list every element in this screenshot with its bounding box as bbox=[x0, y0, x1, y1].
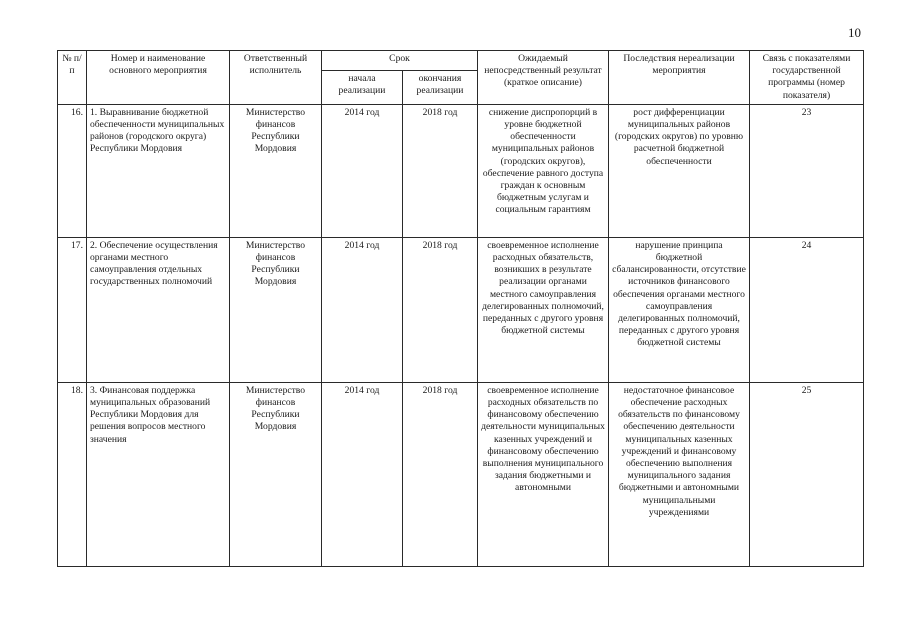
row-executor: Министерство финансов Республики Мордовия bbox=[230, 237, 322, 382]
row-event: 3. Финансовая поддержка муниципальных образований Республики Мордовия для решения вопросов местного значения bbox=[87, 382, 230, 566]
header-term: Срок bbox=[322, 51, 478, 71]
row-link: 24 bbox=[750, 237, 864, 382]
row-start: 2014 год bbox=[322, 382, 403, 566]
row-num: 18. bbox=[58, 382, 87, 566]
table-row bbox=[58, 382, 864, 566]
row-event: 2. Обеспечение осуществления органами местного самоуправления отдельных государственных полномочий bbox=[87, 237, 230, 382]
header-term-start: начала реализации bbox=[322, 70, 403, 104]
row-end: 2018 год bbox=[403, 382, 478, 566]
page-number: 10 bbox=[848, 25, 861, 40]
header-term-end: окончания реализации bbox=[403, 70, 478, 104]
row-start: 2014 год bbox=[322, 104, 403, 237]
row-executor: Министерство финансов Республики Мордовия bbox=[230, 104, 322, 237]
row-result: снижение диспропорций в уровне бюджетной обеспеченности муниципальных районов (городских округов), обеспечение равного доступа граждан к основным бюджетным услугам и социальным гарантиям bbox=[478, 104, 609, 237]
row-consequences: недостаточное финансовое обеспечение расходных обязательств по финансовому обеспечению деятельности муниципальных казенных учреждений и финансовому обеспечению выполнения муниципального задания бюджетными и автономными муниципальными учреждениями bbox=[609, 382, 750, 566]
activities-table bbox=[57, 50, 864, 567]
row-consequences: нарушение принципа бюджетной сбалансированности, отсутствие источников финансового обеспечения органами местного самоуправления делегированных полномочий, переданных с другого уровня бюджетной системы bbox=[609, 237, 750, 382]
header-consequences: Последствия нереализации мероприятия bbox=[609, 51, 750, 105]
header-num: № п/п bbox=[58, 51, 87, 105]
row-consequences: рост дифференциации муниципальных районов (городских округов) по уровню расчетной бюджетной обеспеченности bbox=[609, 104, 750, 237]
row-executor: Министерство финансов Республики Мордовия bbox=[230, 382, 322, 566]
table-row bbox=[58, 237, 864, 382]
row-link: 23 bbox=[750, 104, 864, 237]
row-end: 2018 год bbox=[403, 237, 478, 382]
row-link: 25 bbox=[750, 382, 864, 566]
row-end: 2018 год bbox=[403, 104, 478, 237]
row-result: своевременное исполнение расходных обязательств, возникших в результате реализации органами местного самоуправления делегированных полномочий, переданных с другого уровня бюджетной системы bbox=[478, 237, 609, 382]
header-executor: Ответственный исполнитель bbox=[230, 51, 322, 105]
header-link: Связь с показателями государственной программы (номер показателя) bbox=[750, 51, 864, 105]
table-row bbox=[58, 104, 864, 237]
header-event: Номер и наименование основного мероприятия bbox=[87, 51, 230, 105]
row-num: 16. bbox=[58, 104, 87, 237]
row-result: своевременное исполнение расходных обязательств по финансовому обеспечению деятельности муниципальных казенных учреждений и финансовому обеспечению выполнения муниципального задания бюджетными и автономными bbox=[478, 382, 609, 566]
row-event: 1. Выравнивание бюджетной обеспеченности муниципальных районов (городского округа) Республики Мордовия bbox=[87, 104, 230, 237]
row-start: 2014 год bbox=[322, 237, 403, 382]
header-result: Ожидаемый непосредственный результат (краткое описание) bbox=[478, 51, 609, 105]
row-num: 17. bbox=[58, 237, 87, 382]
